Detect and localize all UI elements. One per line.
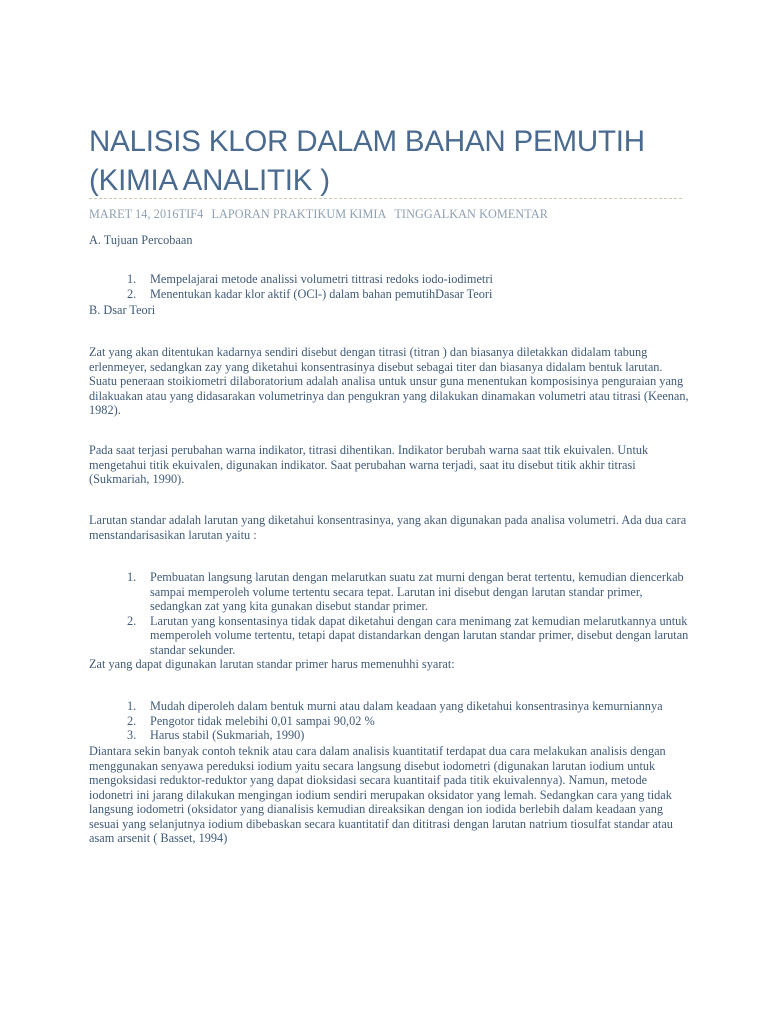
paragraph: Larutan standar adalah larutan yang diketahui konsentrasinya, yang akan digunakan pada analisa volumetri. Ada dua cara menstandarisasikan larutan yaitu : <box>89 513 687 542</box>
list-item <box>89 614 689 658</box>
list-item-number: 2. <box>127 613 137 628</box>
standardization-list <box>89 570 689 657</box>
paragraph: Pada saat terjasi perubahan warna indikator, titrasi dihentikan. Indikator berubah warna saat ttik ekuivalen. Untuk mengetahui titik ekuivalen, digunakan indikator. Saat perubahan warna terjadi, saat itu disebut titik akhir titrasi (Sukmariah, 1990). <box>89 443 649 486</box>
list-item-text: Pembuatan langsung larutan dengan melarutkan suatu zat murni dengan berat tertentu, kemudian diencerkab sampai memperoleh volume tertentu secara tepat. Larutan ini disebut dengan larutan standar primer, sedangkan zat yang kita gunakan disebut standar primer. <box>150 570 684 613</box>
list-item-number: 2. <box>127 713 137 728</box>
post-category-link[interactable]: LAPORAN PRAKTIKUM KIMIA <box>211 207 387 221</box>
list-item <box>89 699 689 714</box>
paragraph: Zat yang dapat digunakan larutan standar primer harus memenuhhi syarat: <box>89 657 455 671</box>
objectives-list <box>89 272 689 301</box>
list-item-number: 1. <box>127 699 137 713</box>
leave-comment-link[interactable]: TINGGALKAN KOMENTAR <box>394 207 548 221</box>
list-item-text: Mempelajarai metode analissi volumetri tittrasi redoks iodo-iodimetri <box>150 272 493 286</box>
list-item-text: Harus stabil (Sukmariah, 1990) <box>150 728 305 742</box>
list-item-text: Larutan yang konsentasinya tidak dapat diketahui dengan cara menimang zat kemudian melarutkannya untuk memperoleh volume tertentu, tetapi dapat distandarkan dengan larutan standar primer, disebut dengan larutan standar sekunder. <box>150 613 689 657</box>
list-item-number: 1. <box>127 272 137 286</box>
paragraph: Diantara sekin banyak contoh teknik atau cara dalam analisis kuantitatif terdapat dua cara melakukan analisis dengan menggunakan senyawa pereduksi iodium yaitu secara langsung disebut iodometri (digunakan larutan iodium untuk mengoksidasi reduktor-reduktor yang dapat dioksidasi secara kuantitaif pada titik ekuivalennya). Namun, metode iodonetri ini jarang dilakukan mengingan iodium sendiri merupakan oksidator yang lemah. Sedangkan cara yang tidak langsung iodometri (oksidator yang dianalisis kemudian direaksikan dengan ion iodida berlebih dalam keadaan yang sesuai yang selanjutnya iodium dibebaskan secara kuantitatif dan dititrasi dengan larutan natrium tiosulfat standar atau asam arsenit ( Basset, 1994) <box>89 744 673 845</box>
list-item-text: Menentukan kadar klor aktif (OCl-) dalam bahan pemutihDasar Teori <box>150 286 493 301</box>
list-item-number: 2. <box>127 286 137 301</box>
post-date-link[interactable]: MARET 14, 2016TIF4 <box>89 207 204 221</box>
list-item-text: Mudah diperoleh dalam bentuk murni atau dalam keadaan yang diketahui konsentrasinya kemurniannya <box>150 699 663 713</box>
title-divider <box>89 198 682 199</box>
list-item-number: 3. <box>127 728 137 742</box>
list-item <box>89 728 689 743</box>
post-meta <box>89 207 553 222</box>
section-heading-a: A. Tujuan Percobaan <box>89 233 193 247</box>
requirements-list <box>89 699 689 743</box>
post-title: NALISIS KLOR DALAM BAHAN PEMUTIH (KIMIA ANALITIK ) <box>89 125 645 197</box>
list-item-text: Pengotor tidak melebihi 0,01 sampai 90,02 % <box>150 713 375 728</box>
list-item <box>89 570 689 614</box>
list-item <box>89 714 689 729</box>
paragraph: Zat yang akan ditentukan kadarnya sendiri disebut dengan titrasi (titran ) dan biasanya diletakkan didalam tabung erlenmeyer, sedangkan zay yang diketahui konsentrasinya disebut sebagai titer dan biasanya didalam bentuk larutan. Suatu peneraan stoikiometri dilaboratorium adalah analisa untuk unsur guna menentukan komposisinya penguraian yang dilakuakan atau yang didasarakan volumetrinya dan pengukran yang dilakukan dinamakan volumetri atau titrasi (Keenan, 1982). <box>89 345 689 417</box>
list-item <box>89 287 689 302</box>
section-heading-b: B. Dsar Teori <box>89 303 156 317</box>
list-item <box>89 272 689 287</box>
list-item-number: 1. <box>127 570 137 584</box>
